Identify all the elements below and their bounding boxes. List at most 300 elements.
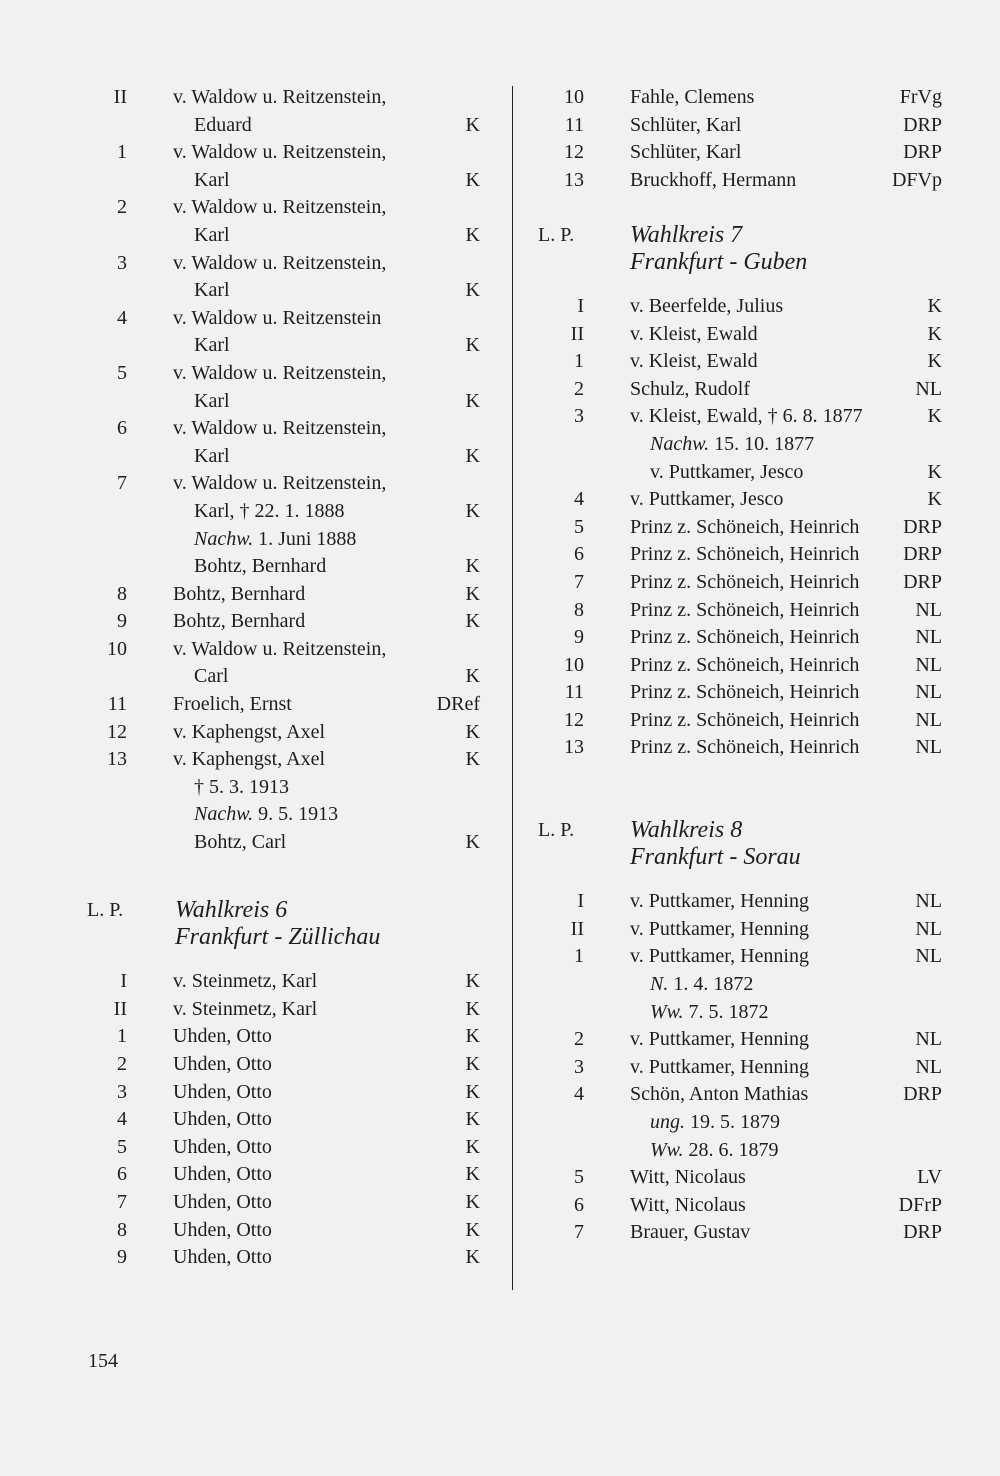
member-name: Froelich, Ernst	[173, 693, 292, 716]
member-name: Brauer, Gustav	[630, 1221, 751, 1244]
party-abbreviation: K	[465, 1108, 480, 1131]
member-name: v. Waldow u. Reitzenstein,	[173, 472, 387, 495]
district-region: Frankfurt - Sorau	[630, 844, 801, 871]
member-name: Karl	[194, 334, 230, 357]
entry-row	[80, 691, 500, 719]
party-abbreviation: K	[927, 322, 942, 345]
entry-row	[530, 624, 950, 652]
period-number: 7	[117, 472, 127, 495]
party-abbreviation: K	[465, 1218, 480, 1241]
party-abbreviation: K	[465, 168, 480, 191]
entry-row	[80, 194, 500, 222]
party-abbreviation: K	[465, 997, 480, 1020]
period-number: 6	[574, 1193, 584, 1216]
party-abbreviation: DRP	[903, 113, 942, 136]
entry-row	[530, 971, 950, 999]
entry-row	[530, 84, 950, 112]
period-number: 6	[117, 417, 127, 440]
entry-row	[80, 84, 500, 112]
note-date: 19. 5. 1879	[685, 1111, 780, 1133]
party-abbreviation: DFrP	[898, 1193, 942, 1216]
entry-row	[530, 1192, 950, 1220]
entry-row	[530, 321, 950, 349]
party-abbreviation: K	[465, 113, 480, 136]
entry-row	[80, 1244, 500, 1272]
party-abbreviation: FrVg	[899, 86, 942, 108]
member-name: Uhden, Otto	[173, 1163, 272, 1186]
party-abbreviation: K	[465, 1080, 480, 1103]
note-abbreviation: ung.	[650, 1111, 685, 1133]
member-name: v. Kaphengst, Axel	[173, 748, 326, 771]
member-name: Uhden, Otto	[173, 1135, 272, 1158]
period-number: 2	[574, 1028, 584, 1051]
entry-row	[530, 943, 950, 971]
party-abbreviation: K	[465, 582, 480, 605]
member-name: Prinz z. Schöneich, Heinrich	[630, 653, 860, 676]
right-entries-c	[530, 888, 950, 1247]
legislative-period-label: L. P.	[87, 899, 124, 922]
period-number: 2	[117, 196, 127, 219]
party-abbreviation: K	[465, 1163, 480, 1186]
note-date: 28. 6. 1879	[683, 1138, 779, 1161]
member-name: Prinz z. Schöneich, Heinrich	[630, 543, 860, 566]
right-entries-a	[530, 84, 950, 194]
party-abbreviation: DRP	[903, 570, 942, 593]
member-name: Schön, Anton Mathias	[630, 1083, 809, 1106]
period-number: 5	[574, 1166, 584, 1189]
entry-row	[530, 916, 950, 944]
member-name: v. Kaphengst, Axel	[173, 720, 326, 743]
period-number: II	[113, 997, 127, 1020]
period-number: 9	[574, 626, 584, 649]
party-abbreviation: K	[465, 499, 480, 522]
entry-row	[530, 486, 950, 514]
entry-row	[80, 360, 500, 388]
member-name: v. Puttkamer, Jesco	[650, 460, 804, 483]
member-name: Karl, † 22. 1. 1888	[194, 499, 345, 522]
entry-row	[80, 968, 500, 996]
period-number: 1	[574, 945, 584, 968]
member-name: v. Steinmetz, Karl	[173, 997, 318, 1020]
member-name: v. Kleist, Ewald	[630, 350, 758, 373]
party-abbreviation: K	[465, 389, 480, 412]
period-number: 7	[117, 1190, 127, 1213]
member-name: Uhden, Otto	[173, 1246, 272, 1269]
party-abbreviation: K	[465, 610, 480, 633]
entry-row	[80, 1106, 500, 1134]
party-abbreviation: NL	[915, 1028, 942, 1051]
period-number: 5	[574, 515, 584, 538]
legislative-period-label: L. P.	[538, 819, 575, 842]
member-name: v. Puttkamer, Henning	[630, 945, 809, 968]
party-abbreviation: NL	[915, 890, 942, 913]
party-abbreviation: K	[927, 488, 942, 511]
party-abbreviation: K	[465, 1135, 480, 1158]
entry-row	[530, 431, 950, 459]
period-number: 5	[117, 1135, 127, 1158]
left-entries-b	[80, 968, 500, 1272]
entry-row	[530, 459, 950, 487]
entry-row	[530, 888, 950, 916]
spacer	[530, 762, 950, 790]
note-abbreviation: Ww.	[650, 1138, 684, 1161]
entry-row	[530, 514, 950, 542]
member-name: Witt, Nicolaus	[630, 1193, 746, 1216]
member-name: Karl	[194, 223, 230, 246]
party-abbreviation: DRP	[903, 543, 942, 566]
party-abbreviation: NL	[915, 653, 942, 676]
entry-row	[80, 277, 500, 305]
member-name: Bohtz, Bernhard	[173, 582, 306, 605]
district-title	[630, 222, 807, 276]
period-number: 10	[107, 637, 127, 660]
entry-row	[530, 1137, 950, 1165]
party-abbreviation: DRef	[436, 693, 480, 716]
party-abbreviation: K	[465, 720, 480, 743]
party-abbreviation: NL	[915, 598, 942, 621]
note-abbreviation: Nachw.	[650, 432, 710, 455]
note-date: 15. 10. 1877	[709, 432, 815, 455]
note-abbreviation: N.	[650, 973, 669, 996]
member-name: Witt, Nicolaus	[630, 1166, 746, 1189]
party-abbreviation: DRP	[903, 141, 942, 164]
member-name: Prinz z. Schöneich, Heinrich	[630, 598, 860, 621]
party-abbreviation: K	[465, 831, 480, 854]
party-abbreviation: DRP	[903, 1083, 942, 1106]
party-abbreviation: K	[465, 748, 480, 771]
party-abbreviation: NL	[915, 377, 942, 400]
member-name	[194, 801, 338, 829]
party-abbreviation: K	[927, 294, 942, 317]
left-entries-a	[80, 84, 500, 857]
member-name: Prinz z. Schöneich, Heinrich	[630, 681, 860, 704]
party-abbreviation: K	[465, 334, 480, 357]
period-number: 11	[107, 693, 127, 716]
entry-row	[80, 581, 500, 609]
member-name	[650, 1137, 779, 1165]
entry-row	[80, 1051, 500, 1079]
district-heading-6	[80, 897, 500, 955]
spacer	[80, 857, 500, 885]
entry-row	[530, 652, 950, 680]
period-number: II	[570, 322, 584, 345]
period-number: 13	[564, 168, 584, 191]
entry-row	[80, 774, 500, 802]
party-abbreviation: NL	[915, 945, 942, 968]
party-abbreviation: K	[465, 970, 480, 993]
district-region: Frankfurt - Züllichau	[175, 924, 381, 951]
member-name: Schlüter, Karl	[630, 113, 742, 136]
page-number: 154	[88, 1350, 118, 1372]
entry-row	[530, 139, 950, 167]
member-name: † 5. 3. 1913	[194, 775, 289, 798]
member-name: Prinz z. Schöneich, Heinrich	[630, 736, 860, 759]
entry-row	[80, 167, 500, 195]
period-number: 1	[117, 141, 127, 164]
entry-row	[80, 1217, 500, 1245]
member-name: Bruckhoff, Hermann	[630, 168, 797, 191]
member-name: Prinz z. Schöneich, Heinrich	[630, 708, 860, 731]
entry-row	[530, 293, 950, 321]
period-number: 8	[117, 582, 127, 605]
period-number: 6	[574, 543, 584, 566]
member-name: v. Waldow u. Reitzenstein,	[173, 141, 387, 164]
period-number: 9	[117, 1246, 127, 1269]
district-region: Frankfurt - Guben	[630, 248, 808, 275]
district-heading-8	[530, 817, 950, 875]
period-number: 8	[574, 598, 584, 621]
member-name	[650, 971, 753, 999]
member-name: Prinz z. Schöneich, Heinrich	[630, 626, 860, 649]
member-name: v. Puttkamer, Henning	[630, 1055, 809, 1078]
party-abbreviation: NL	[915, 708, 942, 731]
entry-row	[80, 608, 500, 636]
period-number: 12	[564, 141, 584, 164]
member-name: v. Puttkamer, Jesco	[630, 488, 784, 511]
spacer	[80, 884, 500, 897]
entry-row	[530, 1109, 950, 1137]
entry-row	[80, 250, 500, 278]
member-name: Bohtz, Bernhard	[173, 610, 306, 633]
member-name: Uhden, Otto	[173, 1218, 272, 1241]
entry-row	[80, 1134, 500, 1162]
entry-row	[80, 305, 500, 333]
entry-row	[80, 801, 500, 829]
party-abbreviation: K	[927, 350, 942, 373]
entry-row	[530, 348, 950, 376]
district-heading-7	[530, 222, 950, 280]
member-name: v. Waldow u. Reitzenstein,	[173, 86, 387, 108]
entry-row	[530, 376, 950, 404]
entry-row	[530, 597, 950, 625]
member-name: v. Beerfelde, Julius	[630, 294, 784, 317]
member-name: Uhden, Otto	[173, 1080, 272, 1103]
entry-row	[80, 636, 500, 664]
period-number: 3	[574, 405, 584, 428]
entry-row	[80, 415, 500, 443]
entry-row	[80, 1189, 500, 1217]
entry-row	[530, 569, 950, 597]
period-number: II	[570, 917, 584, 940]
member-name: v. Waldow u. Reitzenstein,	[173, 361, 387, 384]
period-number: 10	[564, 653, 584, 676]
entry-row	[530, 167, 950, 195]
entry-row	[80, 498, 500, 526]
period-number: I	[577, 294, 584, 317]
party-abbreviation: K	[465, 1190, 480, 1213]
entry-row	[530, 707, 950, 735]
entry-row	[80, 1161, 500, 1189]
party-abbreviation: K	[465, 279, 480, 302]
spacer	[80, 955, 500, 968]
member-name: Karl	[194, 168, 230, 191]
period-number: 5	[117, 361, 127, 384]
member-name: v. Steinmetz, Karl	[173, 970, 318, 993]
entry-row	[80, 829, 500, 857]
period-number: 12	[107, 720, 127, 743]
member-name: Bohtz, Carl	[194, 831, 287, 854]
party-abbreviation: K	[465, 1053, 480, 1075]
period-number: 7	[574, 570, 584, 593]
period-number: 3	[574, 1055, 584, 1078]
entry-row	[530, 734, 950, 762]
entry-row	[80, 663, 500, 691]
entry-row	[530, 679, 950, 707]
member-name: Carl	[194, 665, 229, 688]
member-name: Eduard	[194, 113, 252, 136]
period-number: 4	[574, 488, 584, 511]
entry-row	[80, 332, 500, 360]
note-abbreviation: Ww.	[650, 1000, 684, 1023]
party-abbreviation: LV	[917, 1166, 942, 1189]
entry-row	[530, 1026, 950, 1054]
party-abbreviation: NL	[915, 736, 942, 759]
period-number: 10	[564, 86, 584, 108]
period-number: 12	[564, 708, 584, 731]
period-number: 4	[117, 306, 127, 329]
period-number: 1	[117, 1025, 127, 1048]
member-name: v. Kleist, Ewald	[630, 322, 758, 345]
member-name: Uhden, Otto	[173, 1025, 272, 1048]
party-abbreviation: K	[465, 665, 480, 688]
period-number: 13	[564, 736, 584, 759]
period-number: 8	[117, 1218, 127, 1241]
note-date: 1. Juni 1888	[253, 527, 357, 550]
entry-row	[530, 403, 950, 431]
party-abbreviation: K	[465, 223, 480, 246]
party-abbreviation: K	[927, 405, 942, 428]
member-name: Prinz z. Schöneich, Heinrich	[630, 515, 860, 538]
district-name: Wahlkreis 7	[630, 221, 743, 248]
entry-row	[80, 1079, 500, 1107]
district-name: Wahlkreis 6	[175, 897, 288, 924]
party-abbreviation: K	[465, 1246, 480, 1269]
party-abbreviation: K	[465, 555, 480, 578]
member-name: Bohtz, Bernhard	[194, 555, 327, 578]
member-name: v. Waldow u. Reitzenstein,	[173, 637, 387, 660]
member-name	[650, 999, 769, 1027]
right-column	[530, 84, 950, 1247]
party-abbreviation: DFVp	[891, 168, 942, 191]
spacer	[530, 194, 950, 222]
member-name: v. Puttkamer, Henning	[630, 917, 809, 940]
entry-row	[80, 553, 500, 581]
member-name: v. Waldow u. Reitzenstein,	[173, 417, 387, 440]
period-number: 7	[574, 1221, 584, 1244]
note-date: 1. 4. 1872	[668, 973, 754, 996]
entry-row	[530, 541, 950, 569]
column-divider	[512, 86, 513, 1290]
entry-row	[80, 746, 500, 774]
period-number: I	[120, 970, 127, 993]
member-name: Karl	[194, 444, 230, 467]
spacer	[530, 790, 950, 818]
entry-row	[530, 112, 950, 140]
note-abbreviation: Nachw.	[194, 803, 254, 826]
period-number: 9	[117, 610, 127, 633]
period-number: 6	[117, 1163, 127, 1186]
district-title	[175, 897, 380, 951]
legislative-period-label: L. P.	[538, 223, 575, 246]
entry-row	[80, 470, 500, 498]
member-name: v. Waldow u. Reitzenstein	[173, 306, 382, 329]
period-number: 1	[574, 350, 584, 373]
entry-row	[80, 996, 500, 1024]
member-name: Uhden, Otto	[173, 1190, 272, 1213]
member-name: v. Puttkamer, Henning	[630, 890, 809, 913]
member-name: Fahle, Clemens	[630, 86, 755, 108]
note-date: 7. 5. 1872	[683, 1000, 769, 1023]
party-abbreviation: DRP	[903, 1221, 942, 1244]
left-column	[80, 84, 500, 1272]
spacer	[530, 875, 950, 888]
spacer	[530, 280, 950, 293]
entry-row	[80, 526, 500, 554]
member-name: v. Waldow u. Reitzenstein,	[173, 196, 387, 219]
district-name: Wahlkreis 8	[630, 817, 743, 844]
member-name: Schulz, Rudolf	[630, 377, 750, 400]
note-abbreviation: Nachw.	[194, 527, 254, 550]
entry-row	[80, 388, 500, 416]
period-number: I	[577, 890, 584, 913]
member-name: Karl	[194, 389, 230, 412]
party-abbreviation: NL	[915, 681, 942, 704]
party-abbreviation: NL	[915, 917, 942, 940]
entry-row	[530, 1219, 950, 1247]
period-number: 4	[574, 1083, 584, 1106]
member-name: v. Waldow u. Reitzenstein,	[173, 251, 387, 274]
party-abbreviation: NL	[915, 626, 942, 649]
member-name: Prinz z. Schöneich, Heinrich	[630, 570, 860, 593]
entry-row	[530, 999, 950, 1027]
entry-row	[530, 1164, 950, 1192]
district-title	[630, 817, 801, 871]
party-abbreviation: K	[465, 444, 480, 467]
period-number: 2	[117, 1053, 127, 1075]
party-abbreviation: DRP	[903, 515, 942, 538]
party-abbreviation: NL	[915, 1055, 942, 1078]
period-number: 11	[564, 113, 584, 136]
right-entries-b	[530, 293, 950, 762]
period-number: 4	[117, 1108, 127, 1131]
period-number: II	[113, 86, 127, 108]
member-name	[194, 526, 356, 554]
note-date: 9. 5. 1913	[253, 803, 339, 826]
period-number: 13	[107, 748, 127, 771]
entry-row	[530, 1054, 950, 1082]
period-number: 3	[117, 1080, 127, 1103]
party-abbreviation: K	[927, 460, 942, 483]
entry-row	[80, 443, 500, 471]
period-number: 3	[117, 251, 127, 274]
entry-row	[80, 222, 500, 250]
period-number: 2	[574, 377, 584, 400]
member-name: v. Puttkamer, Henning	[630, 1028, 809, 1051]
member-name: Uhden, Otto	[173, 1108, 272, 1131]
entry-row	[530, 1081, 950, 1109]
entry-row	[80, 719, 500, 747]
member-name: Karl	[194, 279, 230, 302]
member-name	[650, 431, 814, 459]
member-name: Schlüter, Karl	[630, 141, 742, 164]
member-name	[650, 1109, 780, 1137]
member-name: Uhden, Otto	[173, 1053, 272, 1075]
entry-row	[80, 112, 500, 140]
entry-row	[80, 1023, 500, 1051]
period-number: 11	[564, 681, 584, 704]
party-abbreviation: K	[465, 1025, 480, 1048]
member-name: v. Kleist, Ewald, † 6. 8. 1877	[630, 405, 863, 428]
